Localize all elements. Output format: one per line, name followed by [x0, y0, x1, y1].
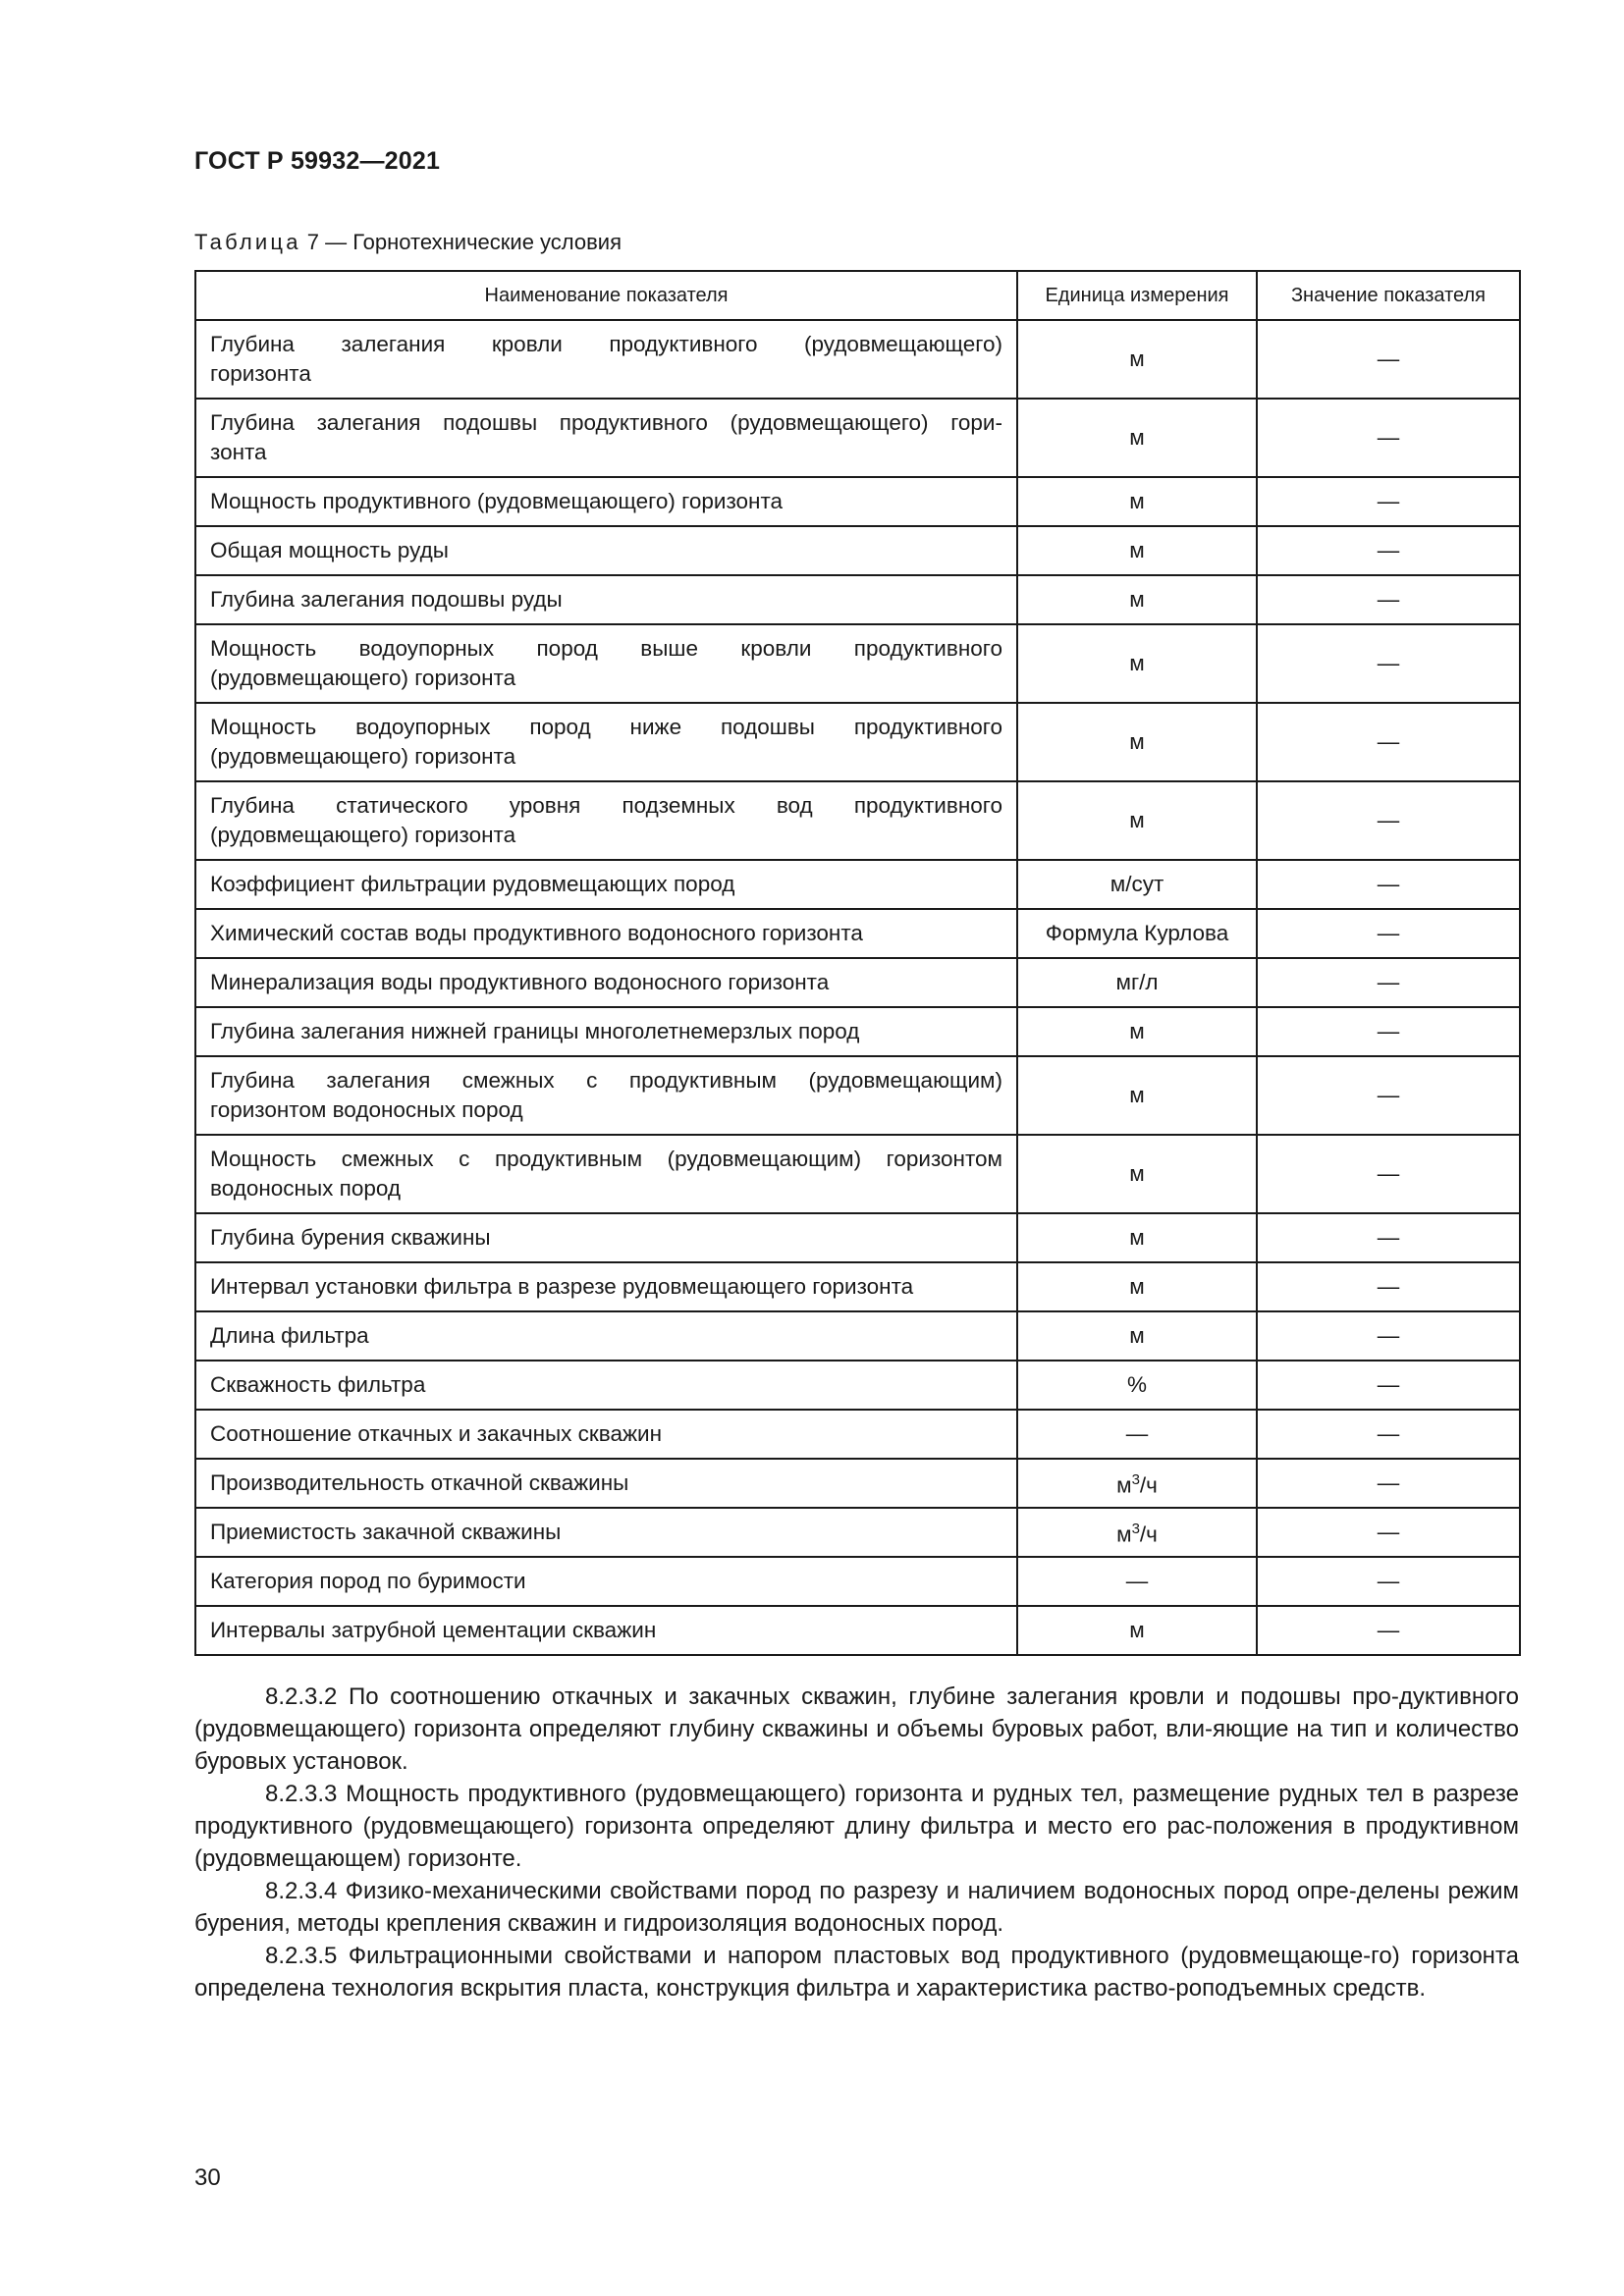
value-cell: — [1257, 399, 1520, 477]
table-row [195, 958, 1520, 1007]
table-row [195, 1410, 1520, 1459]
indicator-name-cell [195, 320, 1017, 399]
indicator-name-line: Глубина статического уровня подземных вод продуктивного [210, 793, 1002, 818]
table-row [195, 526, 1520, 575]
indicator-name-cell [195, 624, 1017, 703]
mining-conditions-table [194, 270, 1521, 1656]
unit-cell: м [1017, 320, 1257, 399]
table-row [195, 1311, 1520, 1361]
indicator-name-line: Мощность водоупорных пород ниже подошвы продуктивного [210, 715, 1002, 739]
value-cell: — [1257, 781, 1520, 860]
unit-cell: — [1017, 1410, 1257, 1459]
unit-exponent: 3 [1131, 1471, 1140, 1489]
unit-tail: /ч [1139, 1472, 1158, 1498]
table-row [195, 399, 1520, 477]
value-cell: — [1257, 624, 1520, 703]
value-cell: — [1257, 1056, 1520, 1135]
unit-cell: м [1017, 399, 1257, 477]
indicator-name-cell [195, 781, 1017, 860]
indicator-name-cell: Длина фильтра [195, 1311, 1017, 1361]
table-caption [194, 230, 622, 255]
unit-cell: м [1017, 1262, 1257, 1311]
indicator-name-cell: Глубина бурения скважины [195, 1213, 1017, 1262]
unit-cell [1017, 1508, 1257, 1557]
unit-cell: м [1017, 526, 1257, 575]
unit-base: м [1116, 1472, 1132, 1498]
table-row [195, 1213, 1520, 1262]
value-cell: — [1257, 1508, 1520, 1557]
table-caption-title: 7 — Горнотехнические условия [300, 230, 622, 254]
value-cell: — [1257, 575, 1520, 624]
indicator-name-cell [195, 399, 1017, 477]
indicator-name-line: (рудовмещающего) горизонта [210, 823, 516, 847]
unit-cell: м [1017, 1007, 1257, 1056]
indicator-name-cell: Мощность продуктивного (рудовмещающего) горизонта [195, 477, 1017, 526]
indicator-name-line: горизонтом водоносных пород [210, 1097, 523, 1122]
unit-cell: Формула Курлова [1017, 909, 1257, 958]
page-number: 30 [194, 2164, 221, 2191]
indicator-name-line: Глубина залегания подошвы продуктивного (рудовмещающего) гори- [210, 410, 1002, 435]
indicator-name-line: (рудовмещающего) горизонта [210, 666, 516, 690]
indicator-name-line: горизонта [210, 361, 311, 386]
paragraph-8-2-3-3: 8.2.3.3 Мощность продуктивного (рудовмещающего) горизонта и рудных тел, размещение рудных тел в разрезе продуктивного (рудовмещающего) горизонта определяют длину фильтра и место его рас-положения в продуктивном (рудовмещающем) горизонте. [194, 1781, 1519, 1872]
unit-cell: м [1017, 477, 1257, 526]
unit-cell: м/сут [1017, 860, 1257, 909]
indicator-name-line: Глубина залегания смежных с продуктивным (рудовмещающим) [210, 1068, 1002, 1093]
table-row [195, 477, 1520, 526]
indicator-name-cell: Интервалы затрубной цементации скважин [195, 1606, 1017, 1655]
unit-cell: м [1017, 1311, 1257, 1361]
unit-cell: м [1017, 1606, 1257, 1655]
value-cell: — [1257, 1007, 1520, 1056]
table-row [195, 703, 1520, 781]
table-row [195, 1056, 1520, 1135]
table-row [195, 860, 1520, 909]
indicator-name-cell: Скважность фильтра [195, 1361, 1017, 1410]
unit-cell: м [1017, 1135, 1257, 1213]
unit-exponent: 3 [1131, 1521, 1140, 1538]
indicator-name-cell: Химический состав воды продуктивного водоносного горизонта [195, 909, 1017, 958]
unit-base: м [1116, 1522, 1132, 1547]
unit-cell: м [1017, 575, 1257, 624]
indicator-name-cell: Приемистость закачной скважины [195, 1508, 1017, 1557]
value-cell: — [1257, 1311, 1520, 1361]
unit-tail: /ч [1139, 1522, 1158, 1547]
table-header-row [195, 271, 1520, 320]
unit-cell: % [1017, 1361, 1257, 1410]
header-value: Значение показателя [1257, 271, 1520, 320]
table-caption-word: Таблица [194, 230, 301, 254]
table-row [195, 909, 1520, 958]
header-unit: Единица измерения [1017, 271, 1257, 320]
table-row [195, 575, 1520, 624]
value-cell: — [1257, 860, 1520, 909]
unit-cell: — [1017, 1557, 1257, 1606]
indicator-name-cell: Общая мощность руды [195, 526, 1017, 575]
indicator-name-cell [195, 703, 1017, 781]
indicator-name-line: зонта [210, 440, 267, 464]
indicator-name-cell: Интервал установки фильтра в разрезе рудовмещающего горизонта [195, 1262, 1017, 1311]
indicator-name-cell: Коэффициент фильтрации рудовмещающих пород [195, 860, 1017, 909]
value-cell: — [1257, 1361, 1520, 1410]
indicator-name-cell [195, 1135, 1017, 1213]
value-cell: — [1257, 958, 1520, 1007]
indicator-name-line: Мощность водоупорных пород выше кровли продуктивного [210, 636, 1002, 661]
indicator-name-cell: Категория пород по буримости [195, 1557, 1017, 1606]
indicator-name-cell: Глубина залегания нижней границы многолетнемерзлых пород [195, 1007, 1017, 1056]
value-cell: — [1257, 1135, 1520, 1213]
indicator-name-cell [195, 1056, 1017, 1135]
indicator-name-cell: Минерализация воды продуктивного водоносного горизонта [195, 958, 1017, 1007]
paragraph-8-2-3-2: 8.2.3.2 По соотношению откачных и закачных скважин, глубине залегания кровли и подошвы про-дуктивного (рудовмещающего) горизонта определяют глубину скважины и объемы буровых работ, вли-яющие на тип и количество буровых установок. [194, 1683, 1519, 1775]
indicator-name-cell: Производительность откачной скважины [195, 1459, 1017, 1508]
indicator-name-line: (рудовмещающего) горизонта [210, 744, 516, 769]
value-cell: — [1257, 1459, 1520, 1508]
value-cell: — [1257, 526, 1520, 575]
unit-cell: мг/л [1017, 958, 1257, 1007]
value-cell: — [1257, 320, 1520, 399]
value-cell: — [1257, 909, 1520, 958]
table-row [195, 624, 1520, 703]
paragraph-8-2-3-4: 8.2.3.4 Физико-механическими свойствами пород по разрезу и наличием водоносных пород опре-делены режим бурения, методы крепления скважин и гидроизоляция водоносных пород. [194, 1878, 1519, 1937]
indicator-name-line: водоносных пород [210, 1176, 402, 1201]
table-row [195, 1557, 1520, 1606]
value-cell: — [1257, 1213, 1520, 1262]
header-indicator-name: Наименование показателя [195, 271, 1017, 320]
indicator-name-cell: Соотношение откачных и закачных скважин [195, 1410, 1017, 1459]
unit-cell: м [1017, 703, 1257, 781]
indicator-name-cell: Глубина залегания подошвы руды [195, 575, 1017, 624]
value-cell: — [1257, 1410, 1520, 1459]
table-row [195, 1508, 1520, 1557]
unit-cell: м [1017, 1213, 1257, 1262]
value-cell: — [1257, 477, 1520, 526]
unit-cell [1017, 1459, 1257, 1508]
unit-cell: м [1017, 781, 1257, 860]
table-row [195, 1135, 1520, 1213]
paragraph-8-2-3-5: 8.2.3.5 Фильтрационными свойствами и напором пластовых вод продуктивного (рудовмещающе-го) горизонта определена технология вскрытия пласта, конструкция фильтра и характеристика раство-роподъемных средств. [194, 1943, 1519, 2002]
table-row [195, 1459, 1520, 1508]
table-row [195, 1007, 1520, 1056]
table-row [195, 1262, 1520, 1311]
table-row [195, 781, 1520, 860]
value-cell: — [1257, 1606, 1520, 1655]
value-cell: — [1257, 1557, 1520, 1606]
value-cell: — [1257, 703, 1520, 781]
table-row [195, 320, 1520, 399]
document-header: ГОСТ Р 59932—2021 [194, 147, 441, 175]
body-text [194, 1681, 1519, 2004]
table-row [195, 1606, 1520, 1655]
indicator-name-line: Мощность смежных с продуктивным (рудовмещающим) горизонтом [210, 1147, 1002, 1171]
indicator-name-line: Глубина залегания кровли продуктивного (рудовмещающего) [210, 332, 1002, 356]
unit-cell: м [1017, 1056, 1257, 1135]
unit-cell: м [1017, 624, 1257, 703]
table-row [195, 1361, 1520, 1410]
value-cell: — [1257, 1262, 1520, 1311]
